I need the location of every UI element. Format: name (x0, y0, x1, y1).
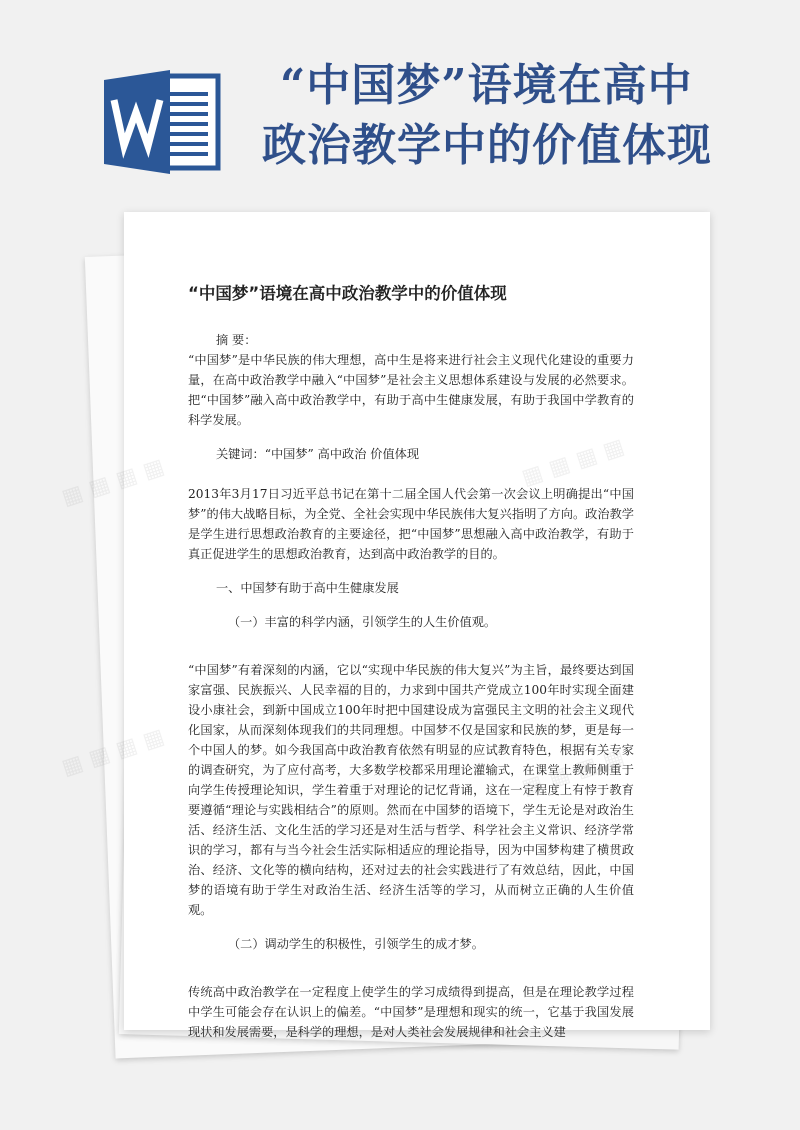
document-title: “中国梦”语境在高中政治教学中的价值体现 (188, 284, 507, 303)
banner-title-line-1: “中国梦”语境在高中 (280, 60, 693, 111)
intro-paragraph: 2013年3月17日习近平总书记在第十二届全国人代会第一次会议上明确提出“中国梦”的伟大战略目标，为全党、全社会实现中华民族伟大复兴指明了方向。政治教学是学生进行思想政治教育的主要途径，把“中国梦”思想融入高中政治教学，有助于真正促进学生的思想政治教育，达到高中政治教学的目的。 (188, 487, 634, 561)
section-heading-1: 一、中国梦有助于高中生健康发展 (216, 581, 399, 595)
abstract-text: “中国梦”是中华民族的伟大理想，高中生是将来进行社会主义现代化建设的重要力量，在高中政治教学中融入“中国梦”是社会主义思想体系建设与发展的必然要求。把“中国梦”融入高中政治教学中，有助于高中生健康发展，有助于我国中学教育的科学发展。 (188, 353, 634, 427)
body-paragraph-1: “中国梦”有着深刻的内涵，它以“实现中华民族的伟大复兴”为主旨，最终要达到国家富强、民族振兴、人民幸福的目的，力求到中国共产党成立100年时实现全面建设小康社会，到新中国成立100年时把中国建设成为富强民主文明的社会主义现代化国家，从而深刻体现我们的共同理想。中国梦不仅是国家和民族的梦，更是每一个中国人的梦。如今我国高中政治教育依然有明显的应试教育特色，根据有关专家的调查研究，为了应付高考，大多数学校都采用理论灌输式，在课堂上教师侧重于向学生传授理论知识，学生着重于对理论的记忆背诵，这在一定程度上有悖于教育要遵循“理论与实践相结合”的原则。然而在中国梦的语境下，学生无论是对政治生活、经济生活、文化生活的学习还是对生活与哲学、科学社会主义常识、经济学常识的学习，都有与当今社会生活实际相适应的理论指导，因为中国梦构建了横贯政治、经济、文化等的横向结构，还对过去的社会实践进行了有效总结，因此，中国梦的语境有助于学生对政治生活、经济生活等的学习，从而树立正确的人生价值观。 (188, 663, 634, 917)
word-document-icon (104, 70, 222, 174)
document-page (124, 212, 710, 1039)
banner-title-line-2: 政治教学中的价值体现 (262, 120, 712, 171)
subsection-heading-2: （二）调动学生的积极性，引领学生的成才梦。 (228, 937, 484, 951)
abstract-label: 摘 要： (216, 333, 257, 347)
body-paragraph-2: 传统高中政治教学在一定程度上使学生的学习成绩得到提高，但是在理论教学过程中学生可能会存在认识上的偏差。“中国梦”是理想和现实的统一，它基于我国发展现状和发展需要，是科学的理想，是对人类社会发展规律和社会主义建 (188, 985, 634, 1039)
banner-title (262, 56, 772, 176)
keywords: 关键词：“中国梦” 高中政治 价值体现 (216, 447, 420, 461)
watermark: ▦ (58, 480, 87, 511)
subsection-heading-1: （一）丰富的科学内涵，引领学生的人生价值观。 (228, 615, 497, 629)
document-content (188, 282, 634, 1042)
watermark: ▦ ▦ (58, 741, 114, 781)
